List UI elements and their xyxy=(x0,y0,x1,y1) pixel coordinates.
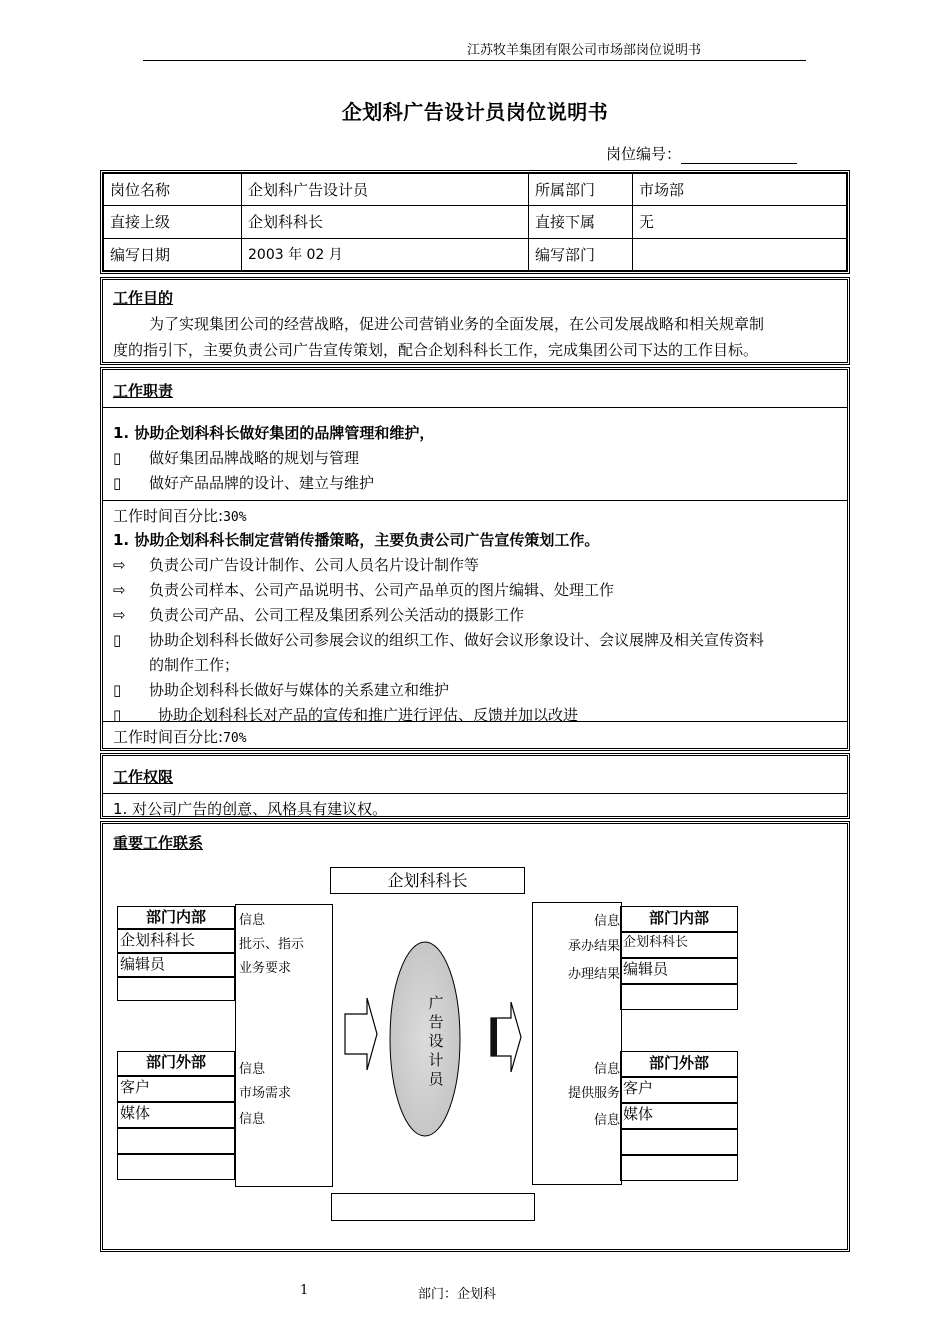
duty-heading: 1. 协助企划科科长制定营销传播策略，主要负责公司广告宣传策划工作。 xyxy=(113,531,600,549)
box-bullet-icon: ▯ xyxy=(113,706,122,724)
flow-note: 业务要求 xyxy=(239,961,292,976)
flow-note: 信息 xyxy=(239,1112,266,1127)
basic-info-section xyxy=(100,170,850,274)
duty-heading: 1. 协助企划科科长做好集团的品牌管理和维护， xyxy=(113,424,435,442)
authority-title-row xyxy=(103,756,847,794)
work-purpose-section xyxy=(100,277,850,365)
left-flow-arrow xyxy=(343,994,379,1074)
box-bullet-icon: ▯ xyxy=(113,631,122,649)
left-external-row: 媒体 xyxy=(117,1102,235,1128)
left-external-row: 客户 xyxy=(117,1076,235,1102)
value-cell: 企划科广告设计员 xyxy=(242,174,529,206)
flow-note: 信息 xyxy=(239,1062,266,1077)
label-cell: 直接上级 xyxy=(104,206,242,238)
list-item: ⇨ 负责公司广告设计制作、公司人员名片设计制作等 xyxy=(113,556,480,574)
header-text: 江苏牧羊集团有限公司市场部岗位说明书 xyxy=(466,43,701,58)
label-cell: 所属部门 xyxy=(529,174,633,206)
position-number-field[interactable] xyxy=(681,147,797,164)
section-title: 工作职责 xyxy=(113,382,174,400)
table-row xyxy=(104,238,847,270)
designer-label: 广告设计员 xyxy=(428,994,444,1088)
left-external-row xyxy=(117,1128,235,1154)
label-cell: 编写日期 xyxy=(104,238,242,270)
position-number-label: 岗位编号： xyxy=(606,145,682,163)
flow-note: 市场需求 xyxy=(239,1086,292,1101)
page-number: 1 xyxy=(300,1283,309,1298)
list-item: ⇨ 负责公司样本、公司产品说明书、公司产品单页的图片编辑、处理工作 xyxy=(113,581,615,599)
flow-note: 办理结果 xyxy=(567,967,620,982)
list-item-continuation: 的制作工作； xyxy=(149,656,240,674)
footer-department: 部门：企划科 xyxy=(418,1287,497,1302)
value-cell: 无 xyxy=(633,206,847,238)
arrow-bullet-icon: ⇨ xyxy=(113,556,126,574)
document-title: 企划科广告设计员岗位说明书 xyxy=(341,100,609,124)
section-title: 工作权限 xyxy=(113,768,174,786)
position-number xyxy=(606,144,797,164)
bottom-empty-box xyxy=(331,1193,535,1221)
section-title: 工作目的 xyxy=(113,289,174,307)
list-item: ▯ 做好产品品牌的设计、建立与维护 xyxy=(113,474,375,492)
right-internal-row: 编辑员 xyxy=(620,958,738,984)
box-bullet-icon: ▯ xyxy=(113,474,122,492)
work-authority-section xyxy=(100,753,850,819)
time-percentage: 工作时间百分比:70% xyxy=(113,728,247,746)
value-cell: 企划科科长 xyxy=(242,206,529,238)
left-internal-row xyxy=(117,977,235,1001)
right-external-row: 客户 xyxy=(620,1077,738,1103)
basic-info-table xyxy=(103,173,847,271)
box-bullet-icon: ▯ xyxy=(113,681,122,699)
list-item: ▯ 协助企划科科长做好与媒体的关系建立和维护 xyxy=(113,681,450,699)
purpose-line: 度的指引下，主要负责公司广告宣传策划，配合企划科科长工作，完成集团公司下达的工作目标。 xyxy=(113,341,759,359)
left-internal-row: 企划科科长 xyxy=(117,929,235,953)
right-internal-row xyxy=(620,984,738,1010)
authority-item: 1. 对公司广告的创意、风格具有建议权。 xyxy=(113,800,388,818)
flow-note: 信息 xyxy=(593,1113,620,1128)
table-row xyxy=(104,174,847,206)
work-relations-section xyxy=(100,821,850,1252)
value-cell: 2003 年 02 月 xyxy=(242,238,529,270)
flow-note: 承办结果 xyxy=(567,939,620,954)
time-percentage: 工作时间百分比:30% xyxy=(113,507,247,525)
arrow-bullet-icon: ⇨ xyxy=(113,581,126,599)
list-item: ▯ 协助企划科科长做好公司参展会议的组织工作、做好会议形象设计、会议展牌及相关宣传资料 xyxy=(113,631,765,649)
page-header xyxy=(143,41,806,61)
right-external-row xyxy=(620,1129,738,1155)
left-internal-row: 编辑员 xyxy=(117,953,235,977)
work-duties-section xyxy=(100,367,850,751)
value-cell: 市场部 xyxy=(633,174,847,206)
right-external-header: 部门外部 xyxy=(620,1051,738,1077)
right-internal-header: 部门内部 xyxy=(620,906,738,932)
left-external-row xyxy=(117,1154,235,1180)
right-flow-arrow xyxy=(487,1000,523,1074)
flow-note: 信息 xyxy=(239,913,266,928)
label-cell: 编写部门 xyxy=(529,238,633,270)
list-item: ▯ 做好集团品牌战略的规划与管理 xyxy=(113,449,360,467)
purpose-line: 为了实现集团公司的经营战略，促进公司营销业务的全面发展，在公司发展战略和相关规章制 xyxy=(149,315,765,333)
right-external-row: 媒体 xyxy=(620,1103,738,1129)
top-supervisor-box: 企划科科长 xyxy=(330,867,525,894)
duty-group xyxy=(103,500,847,722)
label-cell: 直接下属 xyxy=(529,206,633,238)
flow-note: 信息 xyxy=(593,914,620,929)
box-bullet-icon: ▯ xyxy=(113,449,122,467)
left-external-header: 部门外部 xyxy=(117,1051,235,1076)
flow-note: 信息 xyxy=(593,1062,620,1077)
designer-ellipse xyxy=(388,939,462,1139)
section-title: 重要工作联系 xyxy=(113,834,204,852)
right-external-row xyxy=(620,1155,738,1181)
duty-group xyxy=(103,407,847,501)
flow-note: 批示、指示 xyxy=(239,937,305,952)
left-internal-header: 部门内部 xyxy=(117,906,235,929)
flow-note: 提供服务 xyxy=(567,1086,620,1101)
value-cell xyxy=(633,238,847,270)
table-row xyxy=(104,206,847,238)
right-internal-row: 企划科科长 xyxy=(620,932,738,958)
duties-title-row xyxy=(103,370,847,408)
duty-group xyxy=(103,721,847,751)
list-item: ▯ 协助企划科科长对产品的宣传和推广进行评估、反馈并加以改进 xyxy=(113,706,579,724)
label-cell: 岗位名称 xyxy=(104,174,242,206)
purpose-text xyxy=(113,311,839,363)
arrow-bullet-icon: ⇨ xyxy=(113,606,126,624)
list-item: ⇨ 负责公司产品、公司工程及集团系列公关活动的摄影工作 xyxy=(113,606,525,624)
